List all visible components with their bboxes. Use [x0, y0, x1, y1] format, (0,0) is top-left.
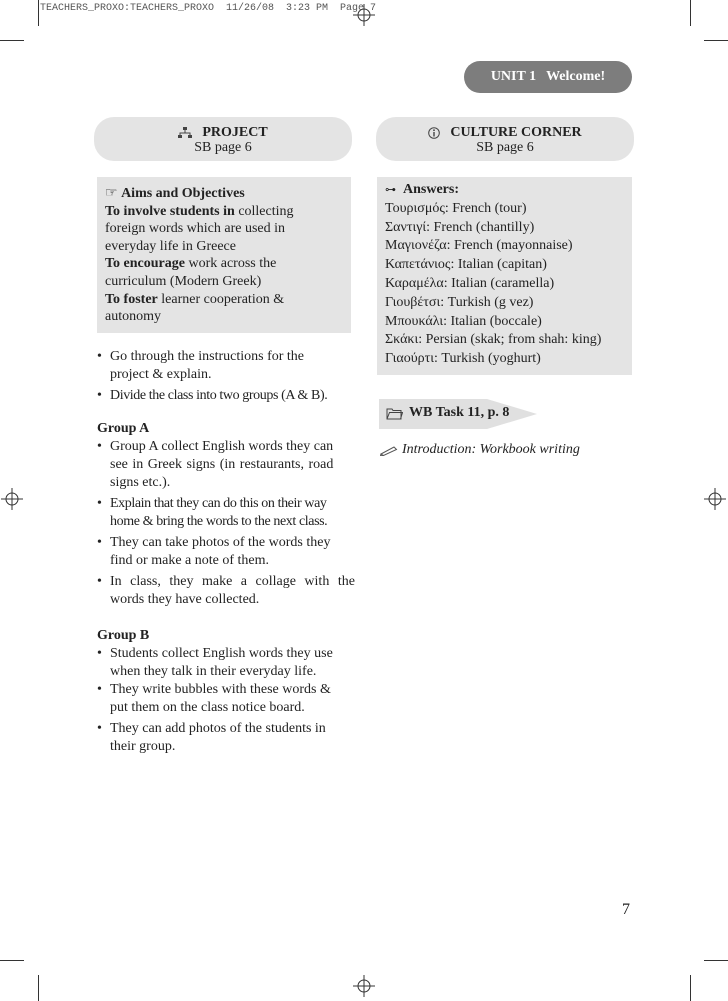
group-b-heading: Group B — [97, 628, 150, 643]
project-header — [94, 117, 352, 161]
registration-mark-icon — [353, 4, 375, 26]
list-item-text: find or make a note of them. — [110, 553, 270, 568]
unit-number: UNIT 1 — [490, 69, 537, 84]
list-item-text: Students collect English words they use — [110, 646, 333, 661]
answer-item: Σκάκι: Persian (skak; from shah: king) — [385, 332, 602, 348]
answer-item: Σαντιγί: French (chantilly) — [385, 219, 535, 235]
wb-task-label: WB Task 11, p. 8 — [409, 405, 510, 420]
left-column-text — [97, 348, 355, 756]
registration-mark-icon — [353, 975, 375, 997]
crop-mark — [704, 960, 728, 961]
culture-sb-page: SB page 6 — [476, 140, 534, 155]
culture-corner-header — [376, 117, 634, 161]
aims-text: collecting — [234, 203, 294, 219]
list-item-text: their group. — [110, 739, 176, 754]
wb-task-banner — [379, 399, 537, 429]
list-item-text: They can take photos of the words they — [110, 535, 331, 550]
crop-mark — [38, 0, 39, 26]
list-item-text: words they have collected. — [110, 592, 260, 607]
answers-box — [377, 177, 632, 375]
list-item-text: put them on the class notice board. — [110, 700, 305, 715]
page-number: 7 — [622, 901, 630, 918]
folder-icon — [386, 407, 403, 420]
pointer-icon: ☞ — [105, 186, 118, 201]
aims-text: autonomy — [105, 309, 161, 325]
list-item-text: project & explain. — [110, 367, 212, 382]
aims-text: To encourage — [105, 256, 185, 272]
aims-heading: Aims and Objectives — [121, 186, 245, 201]
aims-box — [97, 177, 351, 333]
crop-mark — [38, 975, 39, 1001]
project-sb-page: SB page 6 — [194, 140, 252, 155]
crop-mark — [0, 40, 24, 41]
list-item: • Go through the instructions for the project & explain. — [97, 349, 305, 382]
crop-mark — [0, 960, 24, 961]
aims-text: To foster — [105, 291, 158, 307]
aims-text: work across the — [184, 256, 277, 272]
list-item-text: They write bubbles with these words & — [110, 682, 331, 697]
project-icon — [178, 127, 192, 139]
list-item: • They write bubbles with these words & put them on the class notice board. — [97, 682, 331, 715]
list-item-text: Divide the class into two groups (A & B). — [110, 388, 328, 403]
list-item-text: Go through the instructions for the — [110, 349, 305, 364]
list-item: • Students collect English words they use when they talk in their everyday life. — [97, 646, 333, 679]
list-item: • They can take photos of the words they find or make a note of them. — [97, 535, 331, 568]
aims-text: learner cooperation & — [157, 291, 285, 307]
aims-text: foreign words which are used in — [105, 221, 286, 237]
aims-text: curriculum (Modern Greek) — [105, 273, 262, 289]
list-item-text: signs etc.). — [110, 475, 171, 490]
aims-text: To involve students in — [105, 203, 235, 219]
list-item-text: see in Greek signs (in restaurants, road — [110, 457, 334, 472]
list-item: • Explain that they can do this on their way home & bring the words to the next class. — [97, 496, 328, 529]
list-item: • They can add photos of the students in their group. — [97, 721, 326, 754]
answers-heading: Answers: — [403, 182, 459, 197]
key-icon: ⊶ — [385, 183, 396, 196]
answer-item: Καπετάνιος: Italian (capitan) — [385, 257, 547, 273]
list-item-text: Group A collect English words they can — [110, 439, 334, 454]
list-item-text: In class, they make a collage with the — [110, 574, 355, 589]
answer-item: Μαγιονέζα: French (mayonnaise) — [385, 238, 573, 254]
info-icon — [428, 127, 440, 139]
answer-item: Γιουβέτσι: Turkish (g vez) — [385, 294, 534, 310]
list-item-text: home & bring the words to the next class. — [110, 514, 328, 529]
list-item: • Group A collect English words they can see in Greek signs (in restaurants, road signs etc.). — [97, 439, 334, 490]
list-item-text: when they talk in their everyday life. — [110, 664, 317, 679]
list-item-text: Explain that they can do this on their way — [110, 496, 327, 511]
crop-mark — [690, 975, 691, 1001]
aims-text: everyday life in Greece — [105, 238, 236, 254]
pen-icon — [380, 445, 398, 456]
registration-mark-icon — [704, 488, 726, 510]
culture-corner-title: CULTURE CORNER — [450, 125, 582, 140]
list-item: • In class, they make a collage with the words they have collected. — [97, 574, 355, 607]
answer-item: Μπουκάλι: Italian (boccale) — [385, 313, 542, 329]
list-item-text: They can add photos of the students in — [110, 721, 326, 736]
unit-title: Welcome! — [546, 69, 606, 84]
answer-item: Γιαούρτι: Turkish (yoghurt) — [385, 351, 541, 367]
wb-intro-line — [380, 441, 580, 459]
project-title: PROJECT — [202, 125, 268, 140]
group-a-heading: Group A — [97, 421, 150, 436]
unit-badge — [464, 61, 632, 93]
wb-intro-text: Introduction: Workbook writing — [402, 442, 580, 457]
crop-mark — [690, 0, 691, 26]
printer-slug: TEACHERS_PROXO:TEACHERS_PROXO 11/26/08 3:23 PM Page 7 — [40, 3, 377, 14]
answer-item: Τουρισμός: French (tour) — [385, 200, 527, 216]
list-item: • Divide the class into two groups (A & B). — [97, 388, 328, 403]
answer-item: Καραμέλα: Italian (caramella) — [385, 275, 555, 291]
registration-mark-icon — [1, 488, 23, 510]
crop-mark — [704, 40, 728, 41]
